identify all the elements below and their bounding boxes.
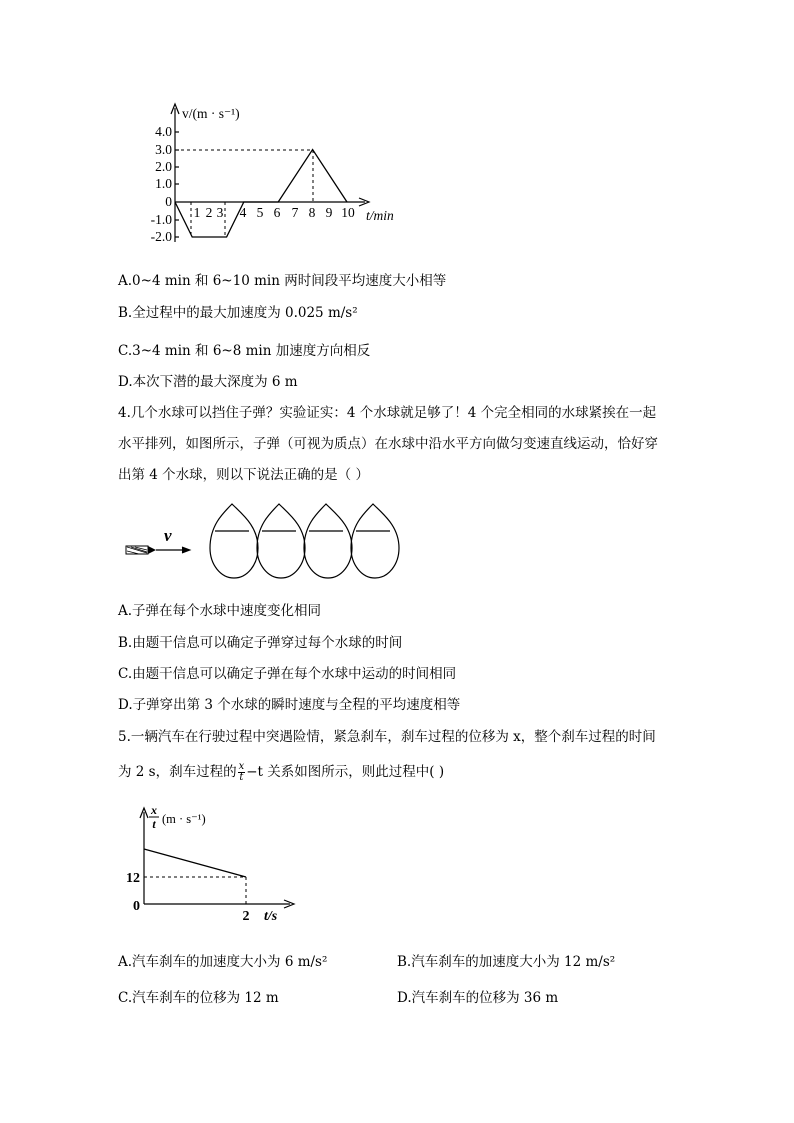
y-tick-label: 0 [165,194,172,209]
q5-option-b: B.汽车刹车的加速度大小为 12 m/s² [397,954,616,970]
water-ball-2 [257,504,305,578]
q5-stem-line2 [118,762,444,783]
x-over-t-graph [118,800,318,925]
water-ball-4 [351,504,399,578]
y-axis-label: v/(m · s⁻¹) [182,106,240,121]
y-axis-unit: (m · s⁻¹) [162,812,206,826]
y-tick-label: 4.0 [155,124,172,139]
bullet-icon [126,546,156,554]
q5-option-a: A.汽车刹车的加速度大小为 6 m/s² [118,954,328,970]
y-tick-label: 2.0 [155,159,172,174]
y-tick-12: 12 [126,871,140,886]
x-axis-label: t/s [264,909,278,924]
x-tick-label: 6 [273,205,281,220]
x-tick-label: 5 [256,205,264,220]
q5-stem-line2-b: −t 关系如图所示，则此过程中( ) [246,764,445,780]
x-over-t-fraction: $\frac{x}{t}$ [238,761,245,783]
q5-option-c: C.汽车刹车的位移为 12 m [118,990,279,1006]
origin-label: 0 [133,899,140,914]
q4-option-d: D.子弹穿出第 3 个水球的瞬时速度与全程的平均速度相等 [118,697,461,713]
q5-option-d: D.汽车刹车的位移为 36 m [397,990,559,1006]
x-tick-label: 1 [193,205,201,220]
q3-option-d: D.本次下潜的最大深度为 6 m [118,374,298,390]
x-axis-label: t/min [366,208,394,223]
x-tick-label: 8 [308,205,316,220]
x-tick-label: 10 [341,205,355,220]
q4-option-c: C.由题干信息可以确定子弹在每个水球中运动的时间相同 [118,666,457,682]
x-tick-2: 2 [242,909,250,924]
x-tick-label: 7 [291,205,299,220]
y-axis-den: t [152,817,156,831]
water-ball-3 [304,504,352,578]
x-tick-label: 3 [216,205,224,220]
y-tick-label: 1.0 [155,176,172,191]
x-tick-label: 4 [239,205,247,220]
velocity-series-line [175,150,347,238]
x-tick-label: 9 [325,205,333,220]
y-tick-label: -2.0 [150,229,172,244]
water-balls-figure [118,498,418,588]
x-over-t-series-line [144,849,246,877]
x-tick-label: 2 [205,205,213,220]
q5-stem-line1: 5.一辆汽车在行驶过程中突遇险情，紧急刹车，刹车过程的位移为 x，整个刹车过程的时间 [118,729,656,745]
q4-stem-line1: 4.几个水球可以挡住子弹？实验证实：4 个水球就足够了！4 个完全相同的水球紧挨在一起 [118,405,657,421]
q4-stem-line2: 水平排列，如图所示，子弹（可视为质点）在水球中沿水平方向做匀变速直线运动，恰好穿 [118,436,658,452]
q4-option-a: A.子弹在每个水球中速度变化相同 [118,603,322,619]
q5-stem-line2-a: 为 2 s，刹车过程的 [118,764,237,780]
q4-stem-line3: 出第 4 个水球，则以下说法正确的是（ ） [118,467,369,483]
y-tick-label: 3.0 [155,142,172,157]
q4-option-b: B.由题干信息可以确定子弹穿过每个水球的时间 [118,635,403,651]
water-ball-1 [210,504,258,578]
q3-option-b: B.全过程中的最大加速度为 0.025 m/s² [118,305,358,321]
y-tick-label: -1.0 [150,212,172,227]
q3-option-c: C.3~4 min 和 6~8 min 加速度方向相反 [118,343,371,359]
y-axis-num: x [151,803,157,817]
velocity-time-graph [140,100,410,250]
q3-option-a: A.0~4 min 和 6~10 min 两时间段平均速度大小相等 [118,273,447,289]
velocity-label: v [164,526,172,545]
